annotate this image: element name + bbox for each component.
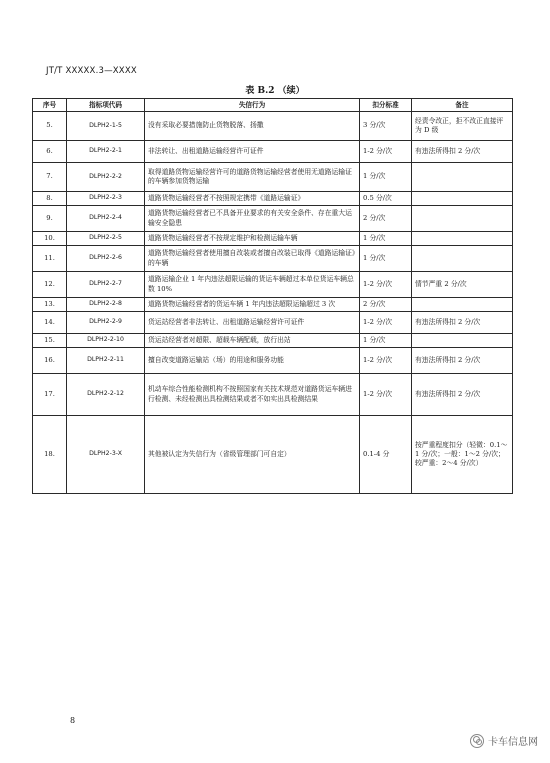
table-row (33, 192, 513, 206)
source-watermark (470, 733, 538, 748)
dishonest-behavior: 其他被认定为失信行为（省级管理部门可自定） (145, 416, 360, 494)
remark (412, 206, 513, 232)
row-number: 16. (33, 348, 67, 374)
indicator-code: DLPH2-2-3 (67, 192, 145, 206)
table-caption: 表 B.2 （续） (245, 86, 305, 96)
remark (412, 232, 513, 246)
indicator-code: DLPH2-2-6 (67, 246, 145, 272)
remark: 有违法所得扣 2 分/次 (412, 312, 513, 334)
remark: 有违法所得扣 2 分/次 (412, 141, 513, 163)
dishonest-behavior: 货运站经营者非法转让、出租道路运输经营许可证件 (145, 312, 360, 334)
column-header-note: 备注 (412, 99, 513, 112)
deduction-standard: 2 分/次 (360, 298, 412, 312)
deduction-standard: 1 分/次 (360, 163, 412, 192)
row-number: 10. (33, 232, 67, 246)
indicator-code: DLPH2-2-11 (67, 348, 145, 374)
indicator-code: DLPH2-2-2 (67, 163, 145, 192)
indicator-code: DLPH2-1-5 (67, 112, 145, 141)
table-row (33, 416, 513, 494)
table-row (33, 112, 513, 141)
page-number: 8 (70, 716, 76, 725)
indicator-code: DLPH2-2-4 (67, 206, 145, 232)
dishonest-behavior: 取得道路货物运输经营许可的道路货物运输经营者使用无道路运输证的车辆参加货物运输 (145, 163, 360, 192)
row-number: 9. (33, 206, 67, 232)
deduction-standard: 1-2 分/次 (360, 348, 412, 374)
row-number: 14. (33, 312, 67, 334)
dishonest-behavior: 道路货物运输经营者使用擅自改装或者擅自改装已取得《道路运输证》的车辆 (145, 246, 360, 272)
column-header-points: 扣分标准 (360, 99, 412, 112)
deduction-standard: 0.1-4 分 (360, 416, 412, 494)
table-row (33, 141, 513, 163)
remark: 经责令改正，拒不改正直接评为 D 级 (412, 112, 513, 141)
table-row (33, 374, 513, 416)
column-header-action: 失信行为 (145, 99, 360, 112)
table-row (33, 312, 513, 334)
table-row (33, 246, 513, 272)
row-number: 13. (33, 298, 67, 312)
row-number: 12. (33, 272, 67, 298)
row-number: 5. (33, 112, 67, 141)
dishonest-behavior: 非法转让、出租道路运输经营许可证件 (145, 141, 360, 163)
row-number: 8. (33, 192, 67, 206)
indicator-code: DLPH2-2-1 (67, 141, 145, 163)
remark (412, 163, 513, 192)
remark (412, 298, 513, 312)
dishonest-behavior: 机动车综合性能检测机构不按照国家有关技术规范对道路货运车辆进行检测、未经检测出具检测结果或者不如实出具检测结果 (145, 374, 360, 416)
remark: 情节严重 2 分/次 (412, 272, 513, 298)
table-header-row (33, 99, 513, 112)
table-row (33, 232, 513, 246)
deduction-standard: 0.5 分/次 (360, 192, 412, 206)
deduction-standard: 1 分/次 (360, 246, 412, 272)
row-number: 6. (33, 141, 67, 163)
remark (412, 192, 513, 206)
table-row (33, 348, 513, 374)
indicator-code: DLPH2-2-5 (67, 232, 145, 246)
indicator-code: DLPH2-2-12 (67, 374, 145, 416)
deduction-standard: 3 分/次 (360, 112, 412, 141)
table-row (33, 298, 513, 312)
deduction-standard: 1-2 分/次 (360, 374, 412, 416)
dishonest-behavior: 货运站经营者对超限、超载车辆配载，放行出站 (145, 334, 360, 348)
watermark-text: 卡车信息网 (488, 737, 538, 748)
wechat-icon (470, 734, 484, 748)
remark: 按严重程度扣分（轻微：0.1～1 分/次；一般：1～2 分/次；较严重：2～4 分/次） (412, 416, 513, 494)
remark: 有违法所得扣 2 分/次 (412, 374, 513, 416)
indicator-code: DLPH2-2-8 (67, 298, 145, 312)
table-row (33, 206, 513, 232)
table-row (33, 272, 513, 298)
table-row (33, 334, 513, 348)
deduction-standard: 1 分/次 (360, 334, 412, 348)
deduction-standard: 1-2 分/次 (360, 312, 412, 334)
row-number: 18. (33, 416, 67, 494)
dishonest-behavior: 道路货物运输经营者已不具备开业要求的有关安全条件、存在重大运输安全隐患 (145, 206, 360, 232)
indicator-code: DLPH2-2-10 (67, 334, 145, 348)
remark: 有违法所得扣 2 分/次 (412, 348, 513, 374)
column-header-no: 序号 (33, 99, 67, 112)
deduction-standard: 2 分/次 (360, 206, 412, 232)
dishonest-behavior: 没有采取必要措施防止货物脱落、扬撒 (145, 112, 360, 141)
dishonest-behavior: 道路货物运输经营者的货运车辆 1 年内违法超限运输超过 3 次 (145, 298, 360, 312)
remark (412, 334, 513, 348)
column-header-code: 指标项代码 (67, 99, 145, 112)
row-number: 15. (33, 334, 67, 348)
dishonest-behavior: 擅自改变道路运输站（场）的用途和服务功能 (145, 348, 360, 374)
deduction-standard: 1-2 分/次 (360, 272, 412, 298)
indicator-code: DLPH2-2-9 (67, 312, 145, 334)
credit-deduction-table (32, 98, 513, 494)
row-number: 11. (33, 246, 67, 272)
dishonest-behavior: 道路货物运输经营者不按规定维护和检测运输车辆 (145, 232, 360, 246)
indicator-code: DLPH2-2-7 (67, 272, 145, 298)
remark (412, 246, 513, 272)
row-number: 7. (33, 163, 67, 192)
table-row (33, 163, 513, 192)
row-number: 17. (33, 374, 67, 416)
indicator-code: DLPH2-3-X (67, 416, 145, 494)
deduction-standard: 1-2 分/次 (360, 141, 412, 163)
dishonest-behavior: 道路货物运输经营者不按照规定携带《道路运输证》 (145, 192, 360, 206)
document-code: JT/T XXXXX.3—XXXX (46, 66, 137, 76)
deduction-standard: 1 分/次 (360, 232, 412, 246)
dishonest-behavior: 道路运输企业 1 年内违法超限运输的货运车辆超过本单位货运车辆总数 10% (145, 272, 360, 298)
